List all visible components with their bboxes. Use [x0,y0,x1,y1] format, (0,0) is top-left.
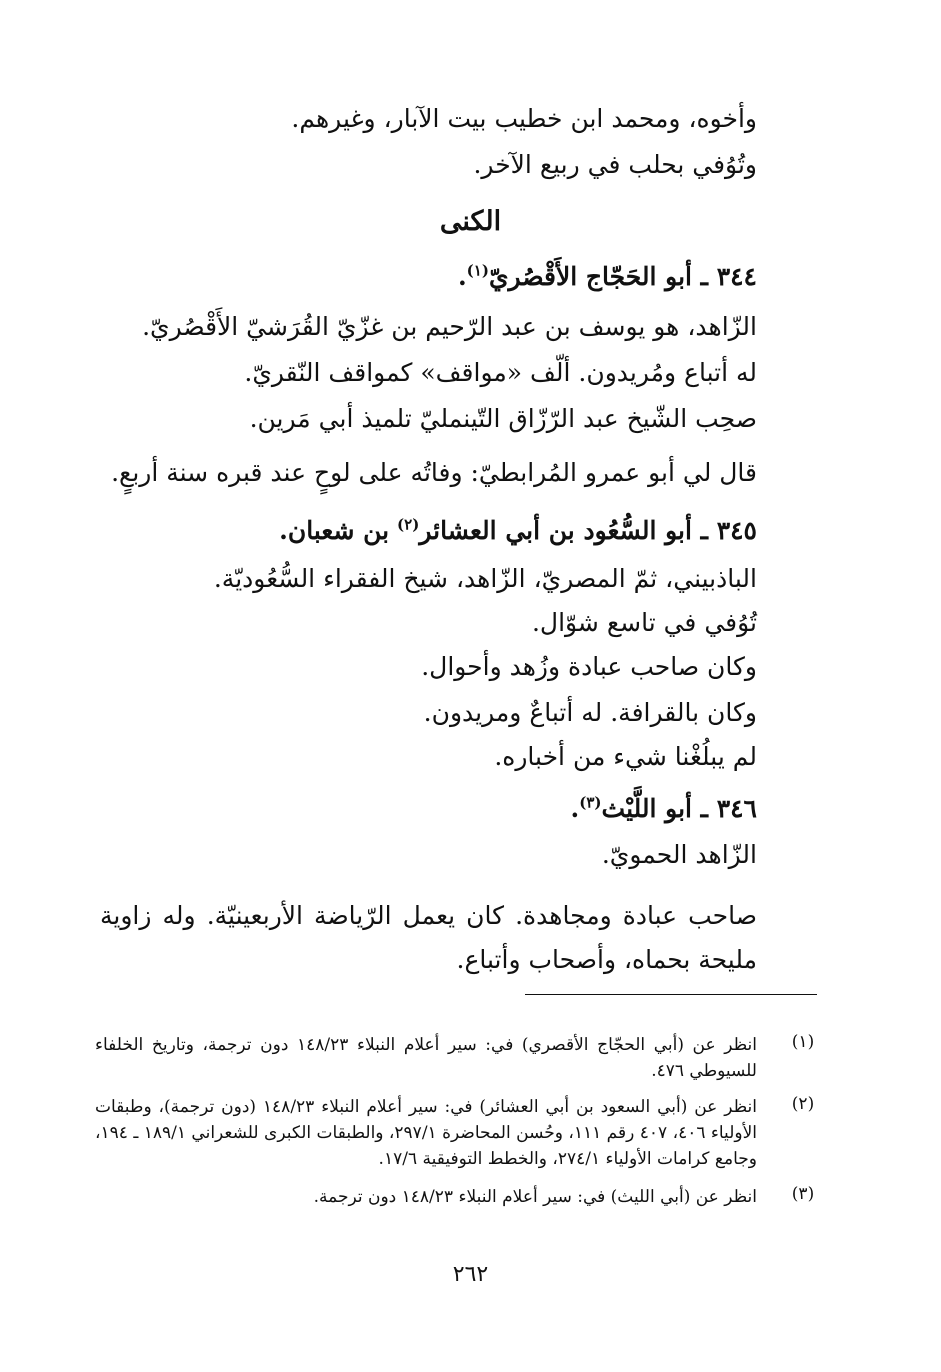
entry-345-title: ٣٤٥ ـ أبو السُّعُود بن أبي العشائر [419,516,757,545]
text-line: وتُوُفي بحلب في ربيع الآخر. [473,150,757,179]
page-number: ٢٦٢ [452,1262,489,1287]
text-line: وأخوه، ومحمد ابن خطيب بيت الآبار، وغيرهم. [291,104,757,133]
footnote-ref-2: (٢) [397,515,420,534]
entry-346-end: . [570,794,580,823]
entry-344-heading [458,262,757,292]
footnote-ref-3: (٣) [579,793,602,812]
text-line: الزّاهد الحمويّ. [601,840,757,869]
text-line: وكان صاحب عبادة وزُهد وأحوال. [421,652,757,681]
text-line: تُوُفي في تاسع شوّال. [531,608,757,637]
text-line: صحِب الشّيخ عبد الرّزّاق التّينمليّ تلميذ أبي مَرين. [249,404,757,433]
text-line: قال لي أبو عمرو المُرابطيّ: وفاتُه على لوحٍ عند قبره سنة أربعٍ. [111,458,757,487]
footnote-ref-1: (١) [466,261,489,280]
text-line: له أتباع ومُريدون. ألّف «مواقف» كمواقف النّقريّ. [244,358,757,387]
footnote-text: انظر عن (أبي السعود بن أبي العشائر) في: سير أعلام النبلاء ١٤٨/٢٣ (دون ترجمة)، وطبقات الأولياء ٤٠٦، ٤٠٧ رقم ١١١، وحُسن المحاضرة ٢٩٧/١، والطبقات الكبرى للشعراني ١٨٩/١ ـ ١٩٤، وجامع كرامات الأولياء ٢٧٤/١، والخطط التوفيقية ١٧/٦. [95,1097,757,1169]
text-line: الزّاهد، هو يوسف بن عبد الرّحيم بن غزّيّ القُرَشيّ الأَقْصُريّ. [142,312,757,341]
footnote-number: (١) [791,1032,815,1052]
entry-344-end: . [457,262,467,291]
footnote-number: (٣) [791,1184,815,1204]
footnote-text: انظر عن (أبي الليث) في: سير أعلام النبلاء ١٤٨/٢٣ دون ترجمة. [313,1187,757,1207]
entry-345-tail: بن شعبان. [279,516,390,545]
footnote-divider [525,994,817,995]
entry-346-paragraph: صاحب عبادة ومجاهدة. كان يعمل الرّياضة الأربعينيّة. وله زاوية مليحة بحماه، وأصحاب وأتباع. [100,901,757,974]
text-line: وكان بالقرافة. له أتباعٌ ومريدون. [423,698,757,727]
entry-344-title: ٣٤٤ ـ أبو الحَجّاج الأَقْصُريّ [488,262,757,291]
text-line: لم يبلُغْنا شيء من أخباره. [494,742,757,771]
entry-346-title: ٣٤٦ ـ أبو اللَّيْث [601,794,757,823]
entry-346-heading [571,794,757,824]
text-line: الباذبيني، ثمّ المصريّ، الزّاهد، شيخ الفقراء السُّعُوديّة. [213,564,757,593]
footnote-number: (٢) [791,1094,815,1114]
entry-345-heading [279,516,757,546]
footnote-text: انظر عن (أبي الحجّاج الأقصري) في: سير أعلام النبلاء ١٤٨/٢٣ دون ترجمة، وتاريخ الخلفاء للسيوطي ٤٧٦. [95,1035,757,1081]
section-title: الكنى [439,206,502,237]
